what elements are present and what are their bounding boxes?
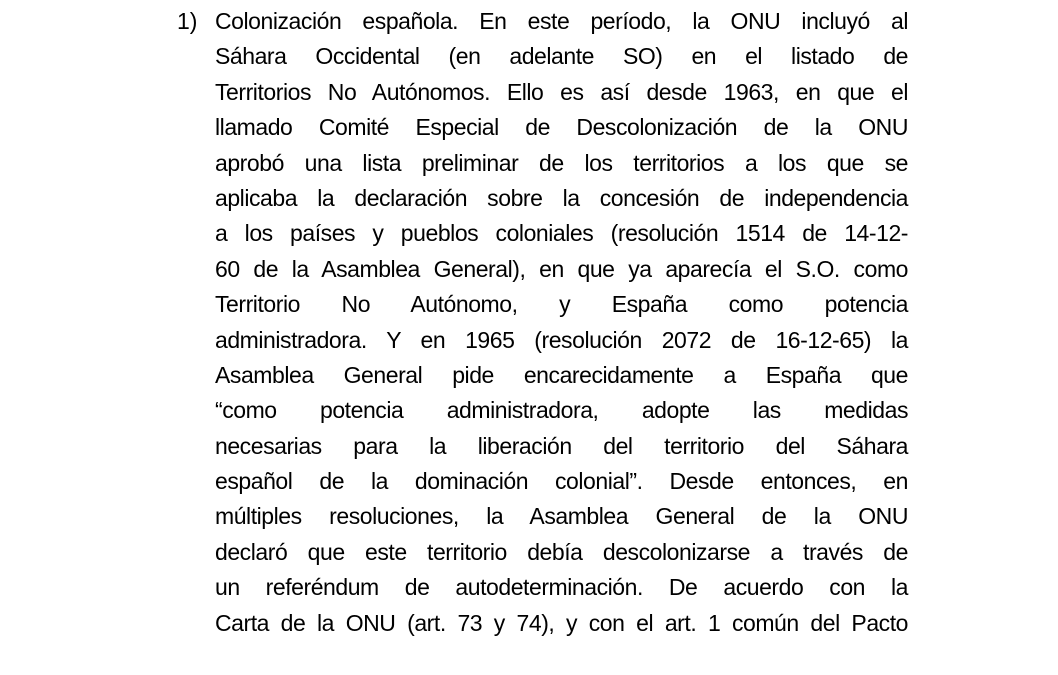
paragraph-line: necesarias para la liberación del territorio del Sáhara	[215, 432, 908, 459]
paragraph-line: Territorio No Autónomo, y España como potencia	[215, 291, 908, 318]
paragraph-line: un referéndum de autodeterminación. De acuerdo con la	[215, 574, 908, 601]
paragraph-line: Sáhara Occidental (en adelante SO) en el listado de	[215, 43, 908, 70]
paragraph-line: “como potencia administradora, adopte las medidas	[215, 397, 908, 424]
paragraph-line: Carta de la ONU (art. 73 y 74), y con el art. 1 común del Pacto	[215, 609, 908, 636]
paragraph-line: llamado Comité Especial de Descolonización de la ONU	[215, 114, 908, 141]
paragraph-line: Territorios No Autónomos. Ello es así desde 1963, en que el	[215, 78, 908, 105]
paragraph-line: español de la dominación colonial”. Desde entonces, en	[215, 468, 908, 495]
paragraph-line: aprobó una lista preliminar de los territorios a los que se	[215, 149, 908, 176]
paragraph-line: Colonización española. En este período, la ONU incluyó al	[215, 8, 908, 34]
paragraph-line: a los países y pueblos coloniales (resolución 1514 de 14-12-	[215, 220, 908, 247]
paragraph-line: 60 de la Asamblea General), en que ya aparecía el S.O. como	[215, 255, 908, 282]
paragraph-line: administradora. Y en 1965 (resolución 2072 de 16-12-65) la	[215, 326, 908, 353]
paragraph-line: aplicaba la declaración sobre la concesión de independencia	[215, 184, 908, 211]
paragraph-line: múltiples resoluciones, la Asamblea General de la ONU	[215, 503, 908, 530]
list-item-number: 1)	[177, 8, 198, 34]
paragraph-line: declaró que este territorio debía descolonizarse a través de	[215, 538, 908, 565]
body-paragraph	[215, 4, 908, 641]
paragraph-line: Asamblea General pide encarecidamente a España que	[215, 361, 908, 388]
